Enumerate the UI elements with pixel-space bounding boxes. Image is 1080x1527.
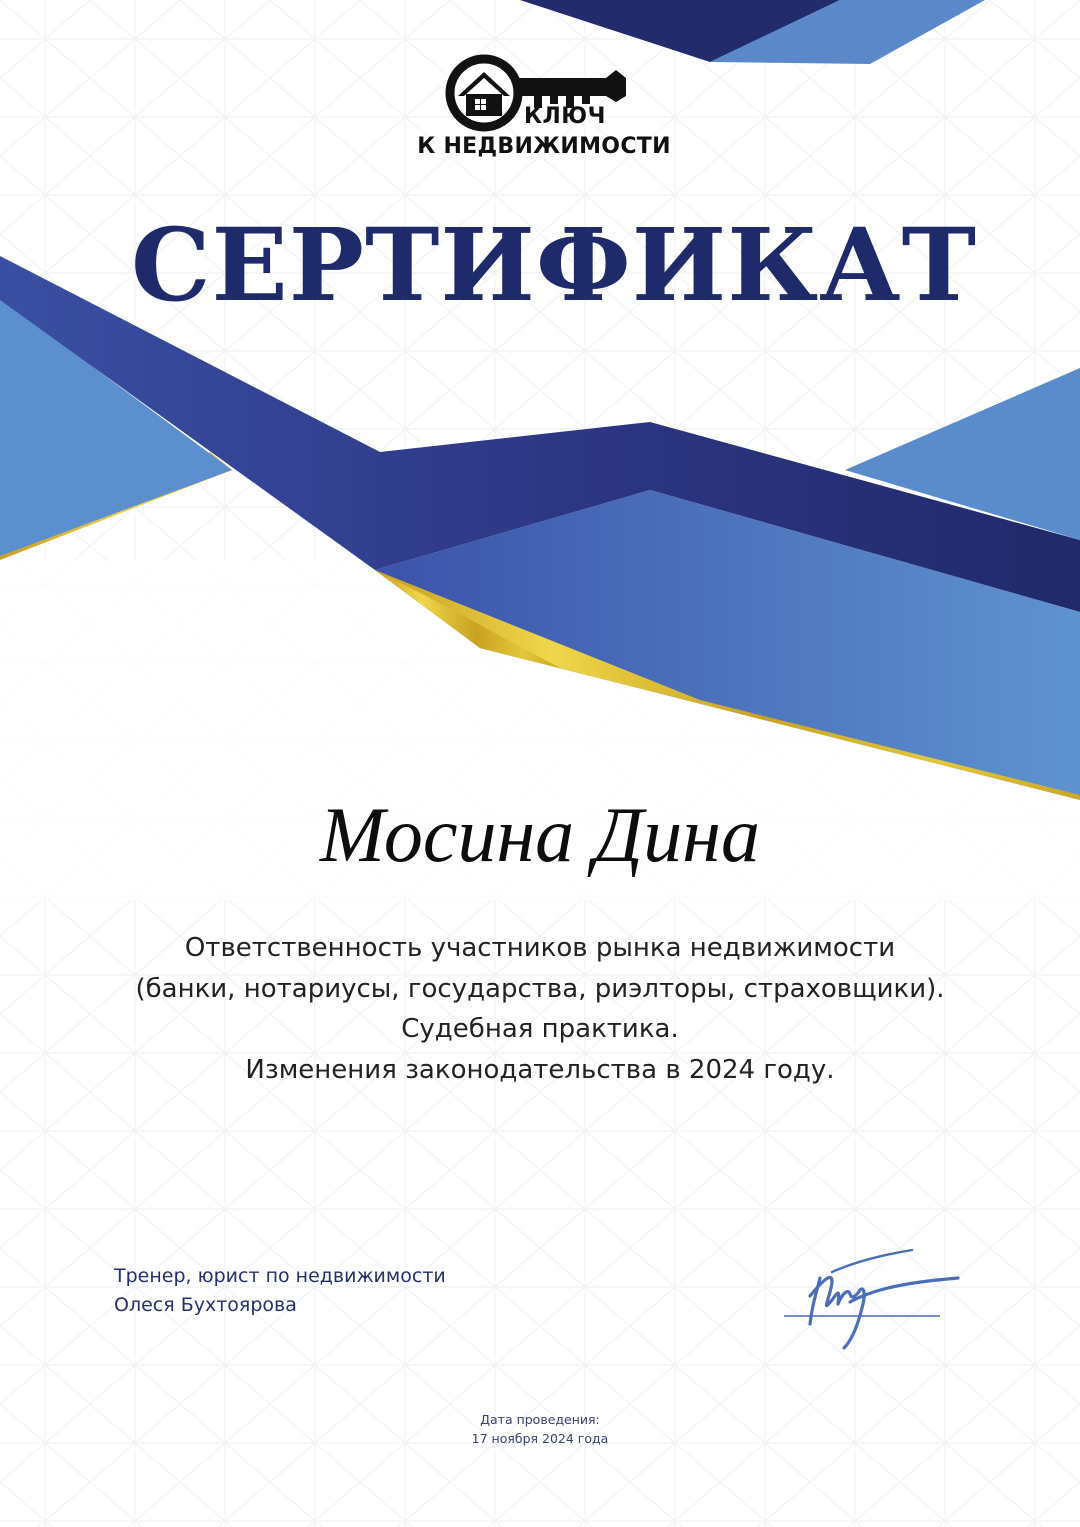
date-block (390, 1410, 690, 1448)
logo-subtitle: К НЕДВИЖИМОСТИ (417, 134, 671, 159)
recipient-name: Мосина Дина (319, 791, 760, 878)
trainer-block (114, 1262, 446, 1320)
trainer-role: Тренер, юрист по недвижимости (114, 1265, 446, 1287)
course-description (40, 928, 1040, 1090)
description-line: Судебная практика. (401, 1014, 679, 1044)
trainer-name: Олеся Бухтоярова (114, 1294, 297, 1316)
logo-word: КЛЮЧ (524, 104, 606, 129)
date-label: Дата проведения: (480, 1412, 600, 1427)
description-line: Ответственность участников рынка недвижимости (184, 933, 896, 963)
description-line: Изменения законодательства в 2024 году. (245, 1054, 835, 1085)
description-line: (банки, нотариусы, государства, риэлторы, страховщики). (135, 973, 945, 1004)
date-value: 17 ноября 2024 года (471, 1431, 609, 1446)
signature-icon (780, 1244, 970, 1356)
certificate-title: СЕРТИФИКАТ (130, 206, 978, 324)
